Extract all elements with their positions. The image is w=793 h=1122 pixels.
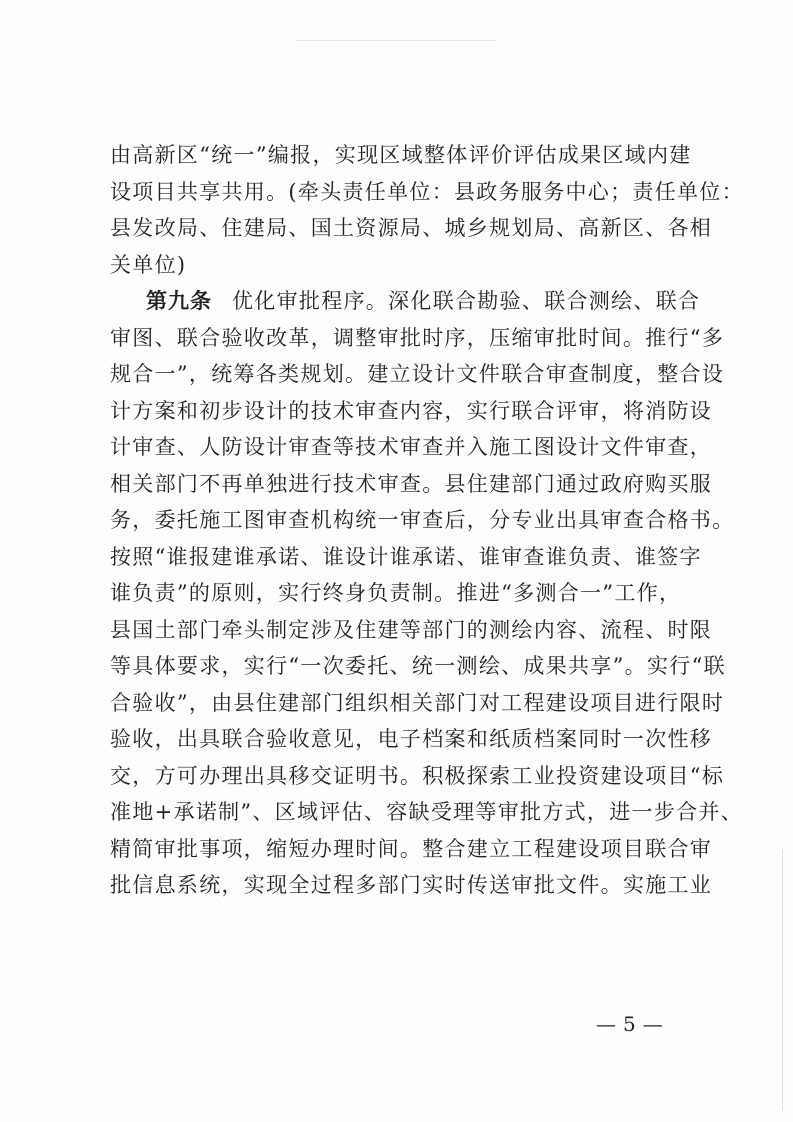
- article-first-line: [110, 283, 701, 320]
- text-line: 精简审批事项，缩短办理时间。整合建立工程建设项目联合审: [110, 836, 713, 861]
- text-line: 验收，出具联合验收意见，电子档案和纸质档案同时一次性移: [110, 727, 713, 751]
- footer-dash-left: —: [596, 1012, 617, 1036]
- footer-dash-right: —: [642, 1012, 664, 1036]
- text-line: 等具体要求，实行“一次委托、统一测绘、成果共享”。实行“联: [110, 654, 726, 678]
- text-line: 交，方可办理出具移交证明书。积极探索工业投资建设项目“标: [110, 763, 725, 788]
- text-line: 合验收”，由县住建部门组织相关部门对工程建设项目进行限时: [110, 690, 725, 715]
- text-line: 审图、联合验收改革，调整审批时序，压缩审批时间。推行“多: [110, 325, 725, 350]
- text-line: 规合一”，统筹各类规划。建立设计文件联合审查制度，整合设: [110, 362, 725, 386]
- text-line: 由高新区“统一”编报，实现区域整体评价评估成果区域内建: [110, 143, 692, 167]
- scan-artifact-top: [296, 40, 496, 41]
- text-line: 计审查、人防设计审查等技术审查并入施工图设计文件审查，: [110, 435, 713, 459]
- text-line: 设项目共享共用。(牵头责任单位：县政务服务中心；责任单位：: [110, 179, 744, 204]
- page-footer: [596, 1012, 664, 1036]
- text-line: 务，委托施工图审查机构统一审查后，分专业出具审查合格书。: [110, 508, 735, 532]
- document-body: [110, 137, 744, 904]
- page-number: 5: [623, 1012, 637, 1036]
- text-line: 关单位): [110, 252, 187, 277]
- scan-artifact-edge: [782, 850, 783, 1110]
- text-line: 按照“谁报建谁承诺、谁设计谁承诺、谁审查谁负责、谁签字: [110, 544, 702, 569]
- text-line: 谁负责”的原则，实行终身负责制。推进“多测合一”工作，: [110, 581, 682, 605]
- text-line: 县发改局、住建局、国土资源局、城乡规划局、高新区、各相: [110, 216, 713, 240]
- article-heading: 第九条: [146, 288, 212, 313]
- text-line: 县国土部门牵头制定涉及住建等部门的测绘内容、流程、时限: [110, 617, 713, 642]
- article-title-text: 优化审批程序。深化联合勘验、联合测绘、联合: [232, 289, 701, 313]
- text-line: 相关部门不再单独进行技术审查。县住建部门通过政府购买服: [110, 471, 713, 496]
- text-line: 批信息系统，实现全过程多部门实时传送审批文件。实施工业: [110, 873, 713, 897]
- text-line: 计方案和初步设计的技术审查内容，实行联合评审，将消防设: [110, 398, 713, 423]
- text-line: 准地+承诺制”、区域评估、容缺受理等审批方式，进一步合并、: [110, 800, 744, 824]
